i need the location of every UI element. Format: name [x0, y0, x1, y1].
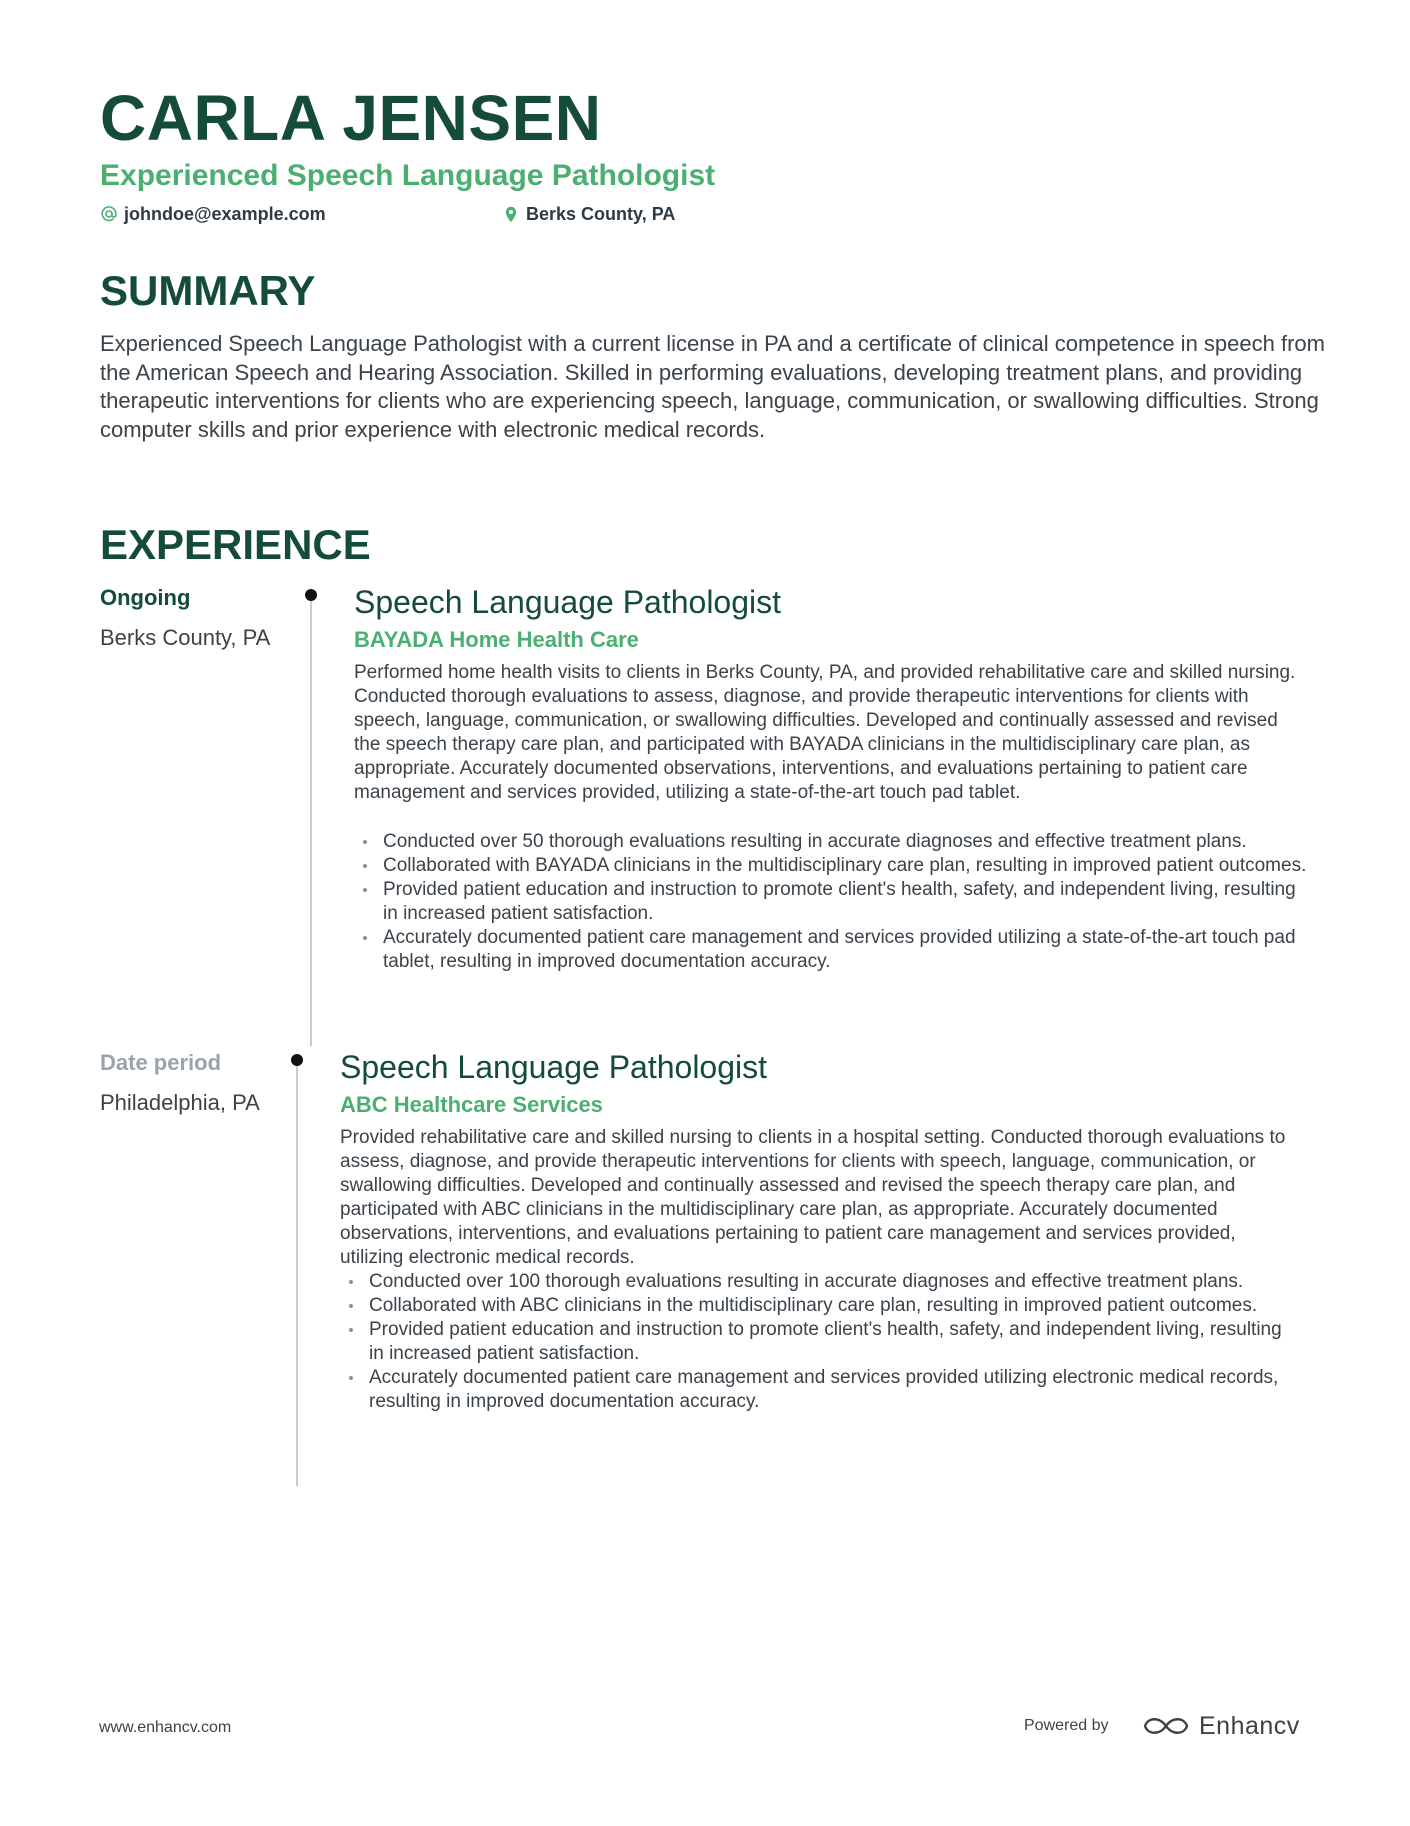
experience-heading: EXPERIENCE	[100, 521, 371, 568]
contact-email[interactable]	[100, 201, 326, 227]
email-text: johndoe@example.com	[124, 203, 326, 224]
entry-bullets	[354, 830, 1309, 974]
at-icon	[100, 205, 118, 223]
location-text: Berks County, PA	[526, 203, 676, 224]
candidate-name: CARLA JENSEN	[100, 82, 602, 154]
contact-location	[502, 201, 675, 227]
list-item: Conducted over 50 thorough evaluations resulting in accurate diagnoses and effective treatment plans.	[354, 830, 1309, 854]
timeline-dot	[291, 1054, 303, 1066]
enhancv-logo-icon	[1139, 1710, 1193, 1742]
entry-date: Ongoing	[100, 585, 191, 610]
entry-description: Performed home health visits to clients in Berks County, PA, and provided rehabilitative care and skilled nursing. Conducted thorough evaluations to assess, diagnose, and provide therapeutic interventions for clients with speech, language, communication, or swallowing difficulties. Developed and continually assessed and revised the speech therapy care plan, and participated with BAYADA clinicians in the multidisciplinary care plan, as appropriate. Accurately documented observations, interventions, and evaluations pertaining to patient care management and services provided, utilizing a state-of-the-art touch pad tablet.	[354, 662, 1296, 803]
summary-text: Experienced Speech Language Pathologist with a current license in PA and a certificate of clinical competence in speech from the American Speech and Hearing Association. Skilled in performing evaluations, developing treatment plans, and providing therapeutic interventions for clients who are experiencing speech, language, communication, or swallowing difficulties. Strong computer skills and prior experience with electronic medical records.	[100, 331, 1325, 442]
summary-heading: SUMMARY	[100, 267, 316, 314]
entry-company: BAYADA Home Health Care	[354, 627, 639, 652]
map-pin-icon	[502, 205, 520, 223]
timeline-line	[310, 596, 312, 1046]
list-item: Collaborated with ABC clinicians in the multidisciplinary care plan, resulting in improved patient outcomes.	[340, 1294, 1300, 1318]
list-item: Accurately documented patient care management and services provided utilizing electronic medical records, resulting in improved documentation accuracy.	[340, 1366, 1300, 1414]
entry-role: Speech Language Pathologist	[340, 1049, 768, 1085]
entry-location: Philadelphia, PA	[100, 1090, 260, 1115]
list-item: Collaborated with BAYADA clinicians in the multidisciplinary care plan, resulting in improved patient outcomes.	[354, 854, 1309, 878]
powered-by-label: Powered by	[1024, 1717, 1109, 1734]
entry-description: Provided rehabilitative care and skilled nursing to clients in a hospital setting. Conducted thorough evaluations to assess, diagnose, and provide therapeutic interventions for clients with speech, language, communication, or swallowing difficulties. Developed and continually assessed and revised the speech therapy care plan, and participated with ABC clinicians in the multidisciplinary care plan, as appropriate. Accurately documented observations, interventions, and evaluations pertaining to patient care management and services provided, utilizing electronic medical records.	[340, 1127, 1286, 1268]
list-item: Conducted over 100 thorough evaluations resulting in accurate diagnoses and effective treatment plans.	[340, 1270, 1300, 1294]
entry-location: Berks County, PA	[100, 625, 271, 650]
candidate-title: Experienced Speech Language Pathologist	[100, 159, 716, 192]
enhancv-brand-name[interactable]: Enhancv	[1199, 1712, 1300, 1740]
footer-url-link[interactable]: www.enhancv.com	[99, 1719, 232, 1736]
list-item: Accurately documented patient care management and services provided utilizing a state-of-the-art touch pad tablet, resulting in improved documentation accuracy.	[354, 926, 1309, 974]
list-item: Provided patient education and instruction to promote client's health, safety, and independent living, resulting in increased patient satisfaction.	[340, 1318, 1300, 1366]
entry-date: Date period	[100, 1050, 222, 1075]
entry-role: Speech Language Pathologist	[354, 584, 782, 620]
timeline-dot	[305, 589, 317, 601]
timeline-line	[296, 1061, 298, 1486]
list-item: Provided patient education and instruction to promote client's health, safety, and independent living, resulting in increased patient satisfaction.	[354, 878, 1309, 926]
entry-bullets	[340, 1270, 1300, 1414]
entry-company: ABC Healthcare Services	[340, 1092, 603, 1117]
